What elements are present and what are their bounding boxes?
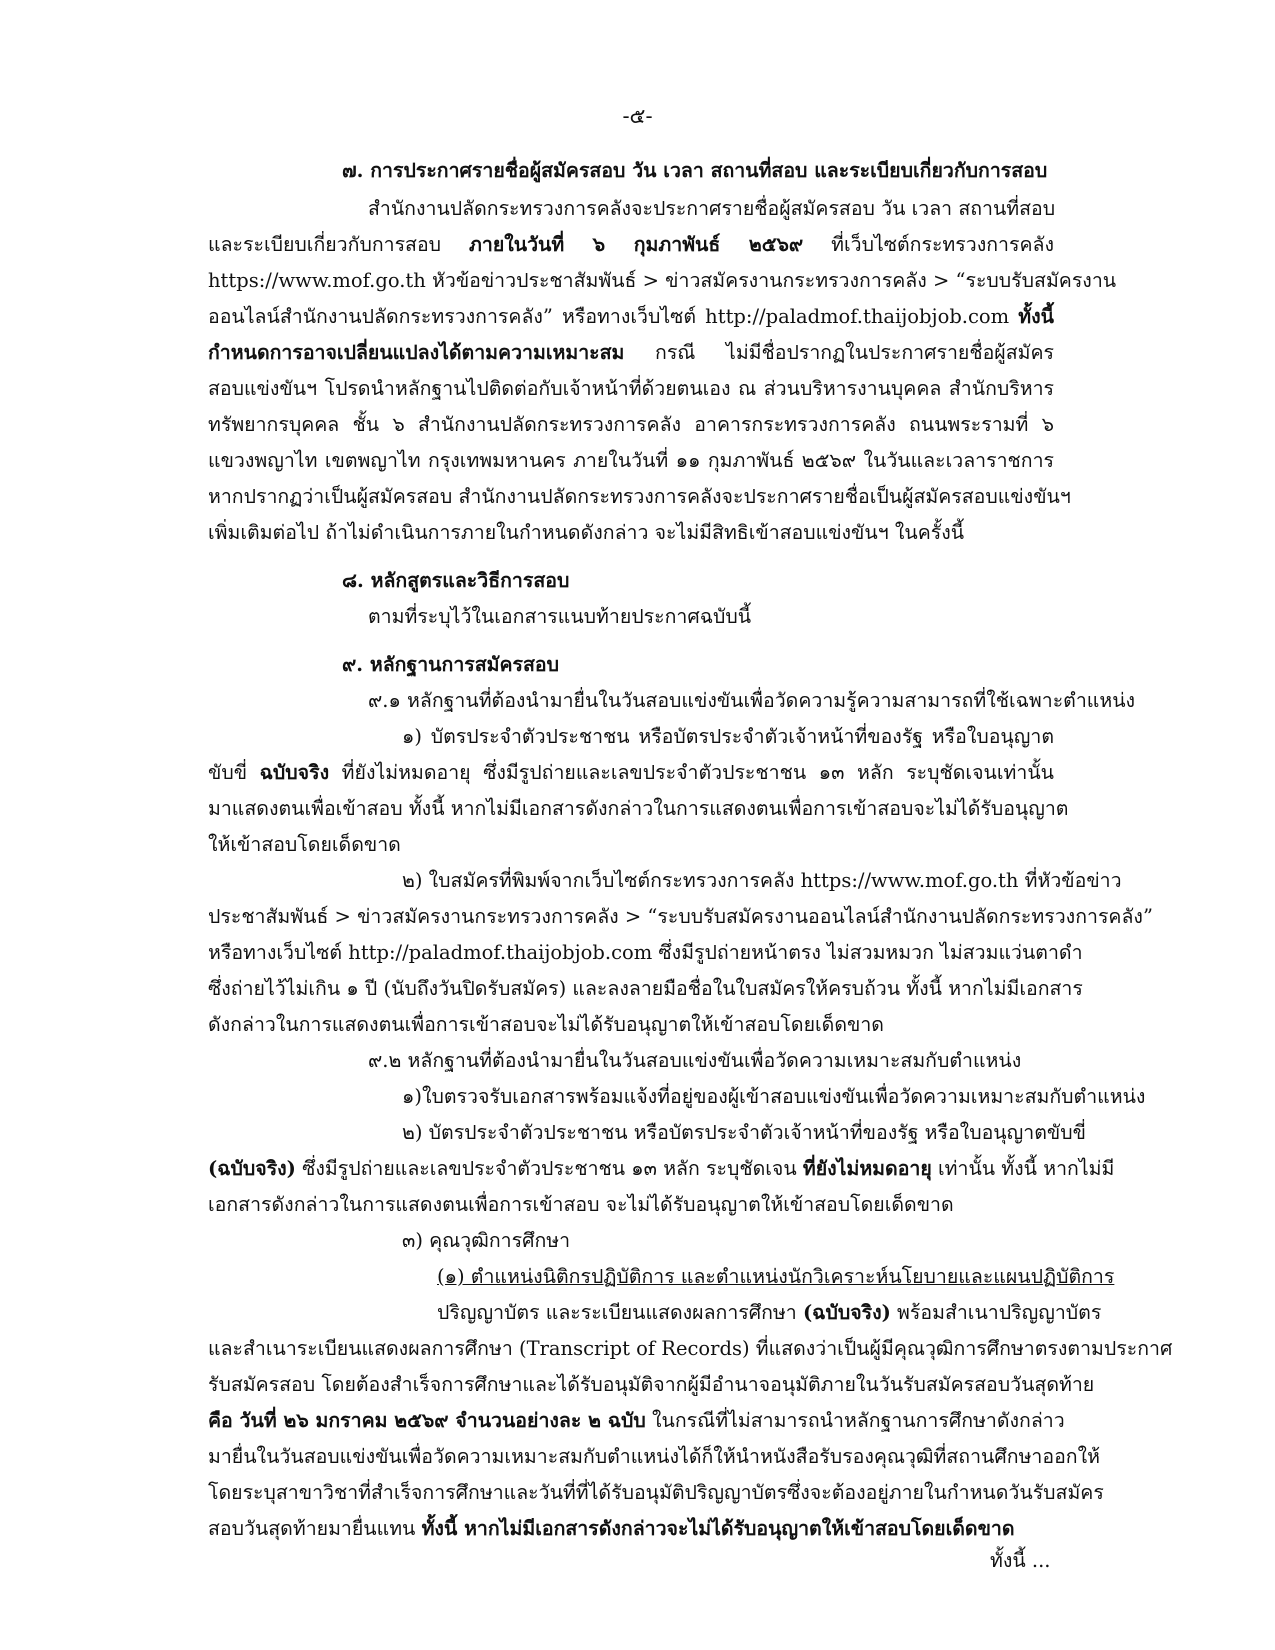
- paragraph-line: สำนักงานปลัดกระทรวงการคลังจะประกาศรายชื่อผู้สมัครสอบ วัน เวลา สถานที่สอบ: [368, 197, 1056, 220]
- subsection-9-2: ๙.๒ หลักฐานที่ต้องนำมายื่นในวันสอบแข่งขันเพื่อวัดความเหมาะสมกับตำแหน่ง: [368, 1049, 1022, 1072]
- paragraph-line: สอบแข่งขันฯ โปรดนำหลักฐานไปติดต่อกับเจ้าหน้าที่ด้วยตนเอง ณ ส่วนบริหารงานบุคคล สำนักบริหาร: [208, 377, 1054, 400]
- paragraph-line: และสำเนาระเบียนแสดงผลการศึกษา (Transcript of Records) ที่แสดงว่าเป็นผู้มีคุณวุฒิการศึกษาตรงตามประกาศ: [208, 1337, 1173, 1360]
- paragraph-line: ทรัพยากรบุคคล ชั้น ๖ สำนักงานปลัดกระทรวงการคลัง อาคารกระทรวงการคลัง ถนนพระรามที่ ๖: [208, 413, 1054, 436]
- position-heading: (๑) ตำแหน่งนิติกรปฏิบัติการ และตำแหน่งนักวิเคราะห์นโยบายและแผนปฏิบัติการ: [437, 1265, 1115, 1288]
- paragraph-line: ขับขี่ ฉบับจริง ที่ยังไม่หมดอายุ ซึ่งมีรูปถ่ายและเลขประจำตัวประชาชน ๑๓ หลัก ระบุชัดเจนเท่านั้น: [208, 761, 1054, 784]
- continuation-marker: ทั้งนี้ ...: [990, 1549, 1051, 1572]
- paragraph-line: ๒) ใบสมัครที่พิมพ์จากเว็บไซต์กระทรวงการคลัง https://www.mof.go.th ที่หัวข้อข่าว: [402, 869, 1122, 892]
- section-7-heading: ๗. การประกาศรายชื่อผู้สมัครสอบ วัน เวลา สถานที่สอบ และระเบียบเกี่ยวกับการสอบ: [342, 159, 1048, 182]
- paragraph-line: ดังกล่าวในการแสดงตนเพื่อการเข้าสอบจะไม่ได้รับอนุญาตให้เข้าสอบโดยเด็ดขาด: [208, 1013, 884, 1036]
- paragraph-line: ให้เข้าสอบโดยเด็ดขาด: [208, 833, 401, 856]
- paragraph-line: ๑) บัตรประจำตัวประชาชน หรือบัตรประจำตัวเจ้าหน้าที่ของรัฐ หรือใบอนุญาต: [402, 725, 1054, 748]
- paragraph-line: รับสมัครสอบ โดยต้องสำเร็จการศึกษาและได้รับอนุมัติจากผู้มีอำนาจอนุมัติภายในวันรับสมัครสอบวันสุดท้าย: [208, 1373, 1095, 1396]
- paragraph-line: มายื่นในวันสอบแข่งขันเพื่อวัดความเหมาะสมกับตำแหน่งได้ก็ให้นำหนังสือรับรองคุณวุฒิที่สถานศึกษาออกให้: [208, 1445, 1100, 1468]
- paragraph-line: หรือทางเว็บไซต์ http://paladmof.thaijobjob.com ซึ่งมีรูปถ่ายหน้าตรง ไม่สวมหมวก ไม่สวมแว่นตาดำ: [208, 941, 1083, 964]
- paragraph-line: ประชาสัมพันธ์ > ข่าวสมัครงานกระทรวงการคลัง > “ระบบรับสมัครงานออนไลน์สำนักงานปลัดกระทรวงการคลัง”: [208, 905, 1153, 928]
- subsection-9-1: ๙.๑ หลักฐานที่ต้องนำมายื่นในวันสอบแข่งขันเพื่อวัดความรู้ความสามารถที่ใช้เฉพาะตำแหน่ง: [368, 689, 1136, 712]
- paragraph-line: และระเบียบเกี่ยวกับการสอบ ภายในวันที่ ๖ กุมภาพันธ์ ๒๕๖๙ ที่เว็บไซต์กระทรวงการคลัง: [208, 233, 1054, 256]
- paragraph-line: ออนไลน์สำนักงานปลัดกระทรวงการคลัง” หรือทางเว็บไซต์ http://paladmof.thaijobjob.com ทั้งนี้: [208, 305, 1054, 328]
- paragraph-line: สอบวันสุดท้ายมายื่นแทน ทั้งนี้ หากไม่มีเอกสารดังกล่าวจะไม่ได้รับอนุญาตให้เข้าสอบโดยเด็ดขาด: [208, 1517, 1015, 1540]
- paragraph-line: ตามที่ระบุไว้ในเอกสารแนบท้ายประกาศฉบับนี้: [368, 605, 752, 628]
- paragraph-line: ซึ่งถ่ายไว้ไม่เกิน ๑ ปี (นับถึงวันปิดรับสมัคร) และลงลายมือชื่อในใบสมัครให้ครบถ้วน ทั้งนี้ หากไม่มีเอกสาร: [208, 977, 1083, 1000]
- section-9-heading: ๙. หลักฐานการสมัครสอบ: [342, 653, 560, 676]
- paragraph-line: (ฉบับจริง) ซึ่งมีรูปถ่ายและเลขประจำตัวประชาชน ๑๓ หลัก ระบุชัดเจน ที่ยังไม่หมดอายุ เท่านั้น ทั้งนี้ หากไม่มี: [208, 1157, 1115, 1180]
- paragraph-line: เอกสารดังกล่าวในการแสดงตนเพื่อการเข้าสอบ จะไม่ได้รับอนุญาตให้เข้าสอบโดยเด็ดขาด: [208, 1193, 954, 1216]
- paragraph-line: ๒) บัตรประจำตัวประชาชน หรือบัตรประจำตัวเจ้าหน้าที่ของรัฐ หรือใบอนุญาตขับขี่: [402, 1121, 1086, 1144]
- paragraph-line: ปริญญาบัตร และระเบียนแสดงผลการศึกษา (ฉบับจริง) พร้อมสำเนาปริญญาบัตร: [437, 1301, 1102, 1324]
- paragraph-line: แขวงพญาไท เขตพญาไท กรุงเทพมหานคร ภายในวันที่ ๑๑ กุมภาพันธ์ ๒๕๖๙ ในวันและเวลาราชการ: [208, 449, 1054, 472]
- paragraph-line: มาแสดงตนเพื่อเข้าสอบ ทั้งนี้ หากไม่มีเอกสารดังกล่าวในการแสดงตนเพื่อการเข้าสอบจะไม่ได้รับอนุญาต: [208, 797, 1069, 820]
- paragraph-line: โดยระบุสาขาวิชาที่สำเร็จการศึกษาและวันที่ที่ได้รับอนุมัติปริญญาบัตรซึ่งจะต้องอยู่ภายในกำหนดวันรับสมัคร: [208, 1481, 1104, 1504]
- paragraph-line: คือ วันที่ ๒๖ มกราคม ๒๕๖๙ จำนวนอย่างละ ๒ ฉบับ ในกรณีที่ไม่สามารถนำหลักฐานการศึกษาดังกล่าว: [208, 1409, 1065, 1432]
- paragraph-line: หากปรากฏว่าเป็นผู้สมัครสอบ สำนักงานปลัดกระทรวงการคลังจะประกาศรายชื่อเป็นผู้สมัครสอบแข่งขันฯ: [208, 485, 1071, 508]
- section-8-heading: ๘. หลักสูตรและวิธีการสอบ: [342, 569, 570, 592]
- paragraph-line: ๓) คุณวุฒิการศึกษา: [402, 1229, 571, 1252]
- paragraph-line: เพิ่มเติมต่อไป ถ้าไม่ดำเนินการภายในกำหนดดังกล่าว จะไม่มีสิทธิเข้าสอบแข่งขันฯ ในครั้งนี้: [208, 521, 965, 544]
- paragraph-line: ๑)ใบตรวจรับเอกสารพร้อมแจ้งที่อยู่ของผู้เข้าสอบแข่งขันเพื่อวัดความเหมาะสมกับตำแหน่ง: [402, 1085, 1146, 1108]
- paragraph-line: https://www.mof.go.th หัวข้อข่าวประชาสัมพันธ์ > ข่าวสมัครงานกระทรวงการคลัง > “ระบบรับสมัครงาน: [208, 269, 1117, 292]
- page-number: -๕-: [622, 104, 653, 128]
- paragraph-line: กำหนดการอาจเปลี่ยนแปลงได้ตามความเหมาะสม กรณี ไม่มีชื่อปรากฏในประกาศรายชื่อผู้สมัคร: [208, 341, 1054, 364]
